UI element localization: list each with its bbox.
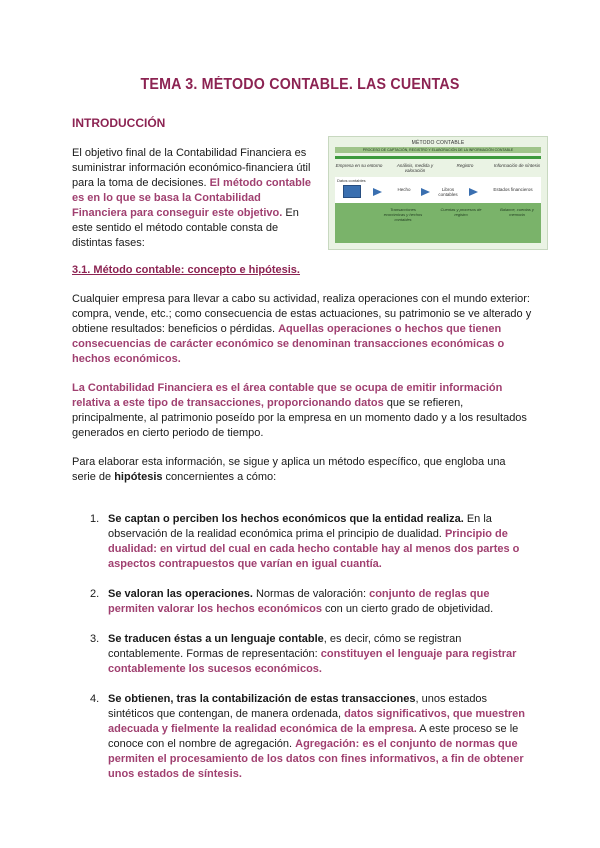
p2-text: que se refieren, principalmente, al patrimonio poseído por la empresa en un momento dado y a los resultados generados en cierto periodo de tiempo. [72, 397, 527, 439]
diagram-stage-text-2: Cuentas y procesos de registro [440, 207, 482, 217]
list-item [72, 512, 532, 572]
intro-paragraph [72, 146, 312, 251]
list-item [72, 587, 532, 617]
step-bold: Se captan o perciben los hechos económicos que la entidad realiza. [108, 513, 464, 525]
list-item [72, 632, 532, 677]
step-text: Normas de valoración: [252, 588, 370, 600]
arrow-right-icon [373, 188, 382, 196]
list-item [72, 692, 532, 782]
diagram-header-1: Empresa en su entorno [335, 163, 383, 168]
diagram-header-3: Registro [456, 163, 474, 168]
paragraph-1 [72, 292, 532, 367]
diagram-title: MÉTODO CONTABLE [411, 140, 465, 146]
list-number: 2. [90, 588, 100, 600]
p1-highlight: Aquellas operaciones o hechos que tienen consecuencias de carácter económico se denominan transacciones económicas o hechos económicos. [72, 323, 505, 365]
paragraph-3 [72, 455, 532, 485]
diagram-header-4: Información de síntesis [493, 163, 541, 168]
diagram-subtitle-band [335, 147, 541, 153]
step-highlight-2: Agregación: es el conjunto de normas que permiten el procesamiento de los datos con fines informativos, a fin de obtener unos estados de síntesis. [108, 738, 524, 780]
diagram-label-1: Hecho [397, 187, 411, 192]
hypothesis-list [72, 512, 532, 797]
metodo-contable-diagram [328, 136, 548, 250]
step-bold: Se valoran las operaciones. [108, 588, 253, 600]
intro-text-1: El objetivo final de la Contabilidad Financiera es suministrar información económico-financiera útil para la toma de decisiones. [72, 147, 311, 189]
diagram-mini-label: Datos contables [337, 178, 366, 183]
step-text-2: con un cierto grado de objetividad. [321, 603, 494, 615]
diagram-stage-text-1: Transacciones económicas y hechos contables [383, 207, 423, 222]
list-number: 1. [90, 513, 100, 525]
step-highlight: constituyen el lenguaje para registrar contablemente los sucesos económicos. [108, 648, 517, 675]
list-number: 3. [90, 633, 100, 645]
step-bold: Se traducen éstas a un lenguaje contable [108, 633, 324, 645]
step-highlight: conjunto de reglas que permiten valorar los hechos económicos [108, 588, 490, 615]
diagram-green-bar [335, 156, 541, 159]
step-highlight: datos significativos, que muestren adecuada y fielmente la realidad económica de la empresa. [108, 708, 525, 735]
step-text: En la observación de la realidad económica prima el principio de dualidad. [108, 513, 492, 540]
arrow-right-icon [469, 188, 478, 196]
step-highlight: Principio de dualidad: en virtud del cual en cada hecho contable hay al menos dos partes o aspectos contrapuestos que varían en igual cuantía. [108, 528, 520, 570]
introduccion-heading: INTRODUCCIÓN [72, 116, 166, 130]
document-title: TEMA 3. MÉTODO CONTABLE. LAS CUENTAS [140, 76, 460, 93]
intro-highlight: El método contable es en lo que se basa la Contabilidad Financiera para conseguir este objetivo. [72, 177, 312, 219]
diagram-stage-text-3: Balance, cuentas y memoria [500, 207, 534, 217]
diagram-header-2: Análisis, medida y valoración [396, 163, 434, 173]
p1-text: Cualquier empresa para llevar a cabo su actividad, realiza operaciones con el mundo exterior: compra, vende, etc.; como consecuencia de estas actuaciones, su patrimonio se ve alterado y obtiene resultados: beneficios o pérdidas. [72, 293, 532, 335]
step-text: , unos estados sintéticos que contengan, de manera ordenada, [108, 693, 488, 720]
intro-text-2: En este sentido el método contable consta de distintas fases: [72, 207, 299, 249]
arrow-right-icon [421, 188, 430, 196]
step-text: , es decir, cómo se registran contablemente. Formas de representación: [108, 633, 462, 660]
step-bold: Se obtienen, tras la contabilización de estas transacciones [108, 693, 416, 705]
section-heading: 3.1. Método contable: concepto e hipótesis. [72, 264, 300, 276]
company-box-icon [343, 185, 361, 198]
p3-text-2: concernientes a cómo: [162, 471, 277, 483]
list-number: 4. [90, 693, 100, 705]
p3-bold: hipótesis [114, 471, 163, 483]
p3-text-1: Para elaborar esta información, se sigue y aplica un método específico, que engloba una serie de [72, 456, 506, 483]
diagram-subtitle: PROCESO DE CAPTACIÓN, REGISTRO Y ELABORACIÓN DE LA INFORMACIÓN CONTABLE [362, 148, 514, 152]
paragraph-2 [72, 381, 532, 441]
diagram-label-2: Libros contables [438, 187, 458, 197]
step-text-2: A este proceso se le conoce con el nombre de agregación. [108, 723, 519, 750]
diagram-label-3: Estados financieros [493, 187, 533, 192]
p2-highlight: La Contabilidad Financiera es el área contable que se ocupa de emitir información relativa a este tipo de transacciones, proporcionando datos [72, 382, 503, 409]
